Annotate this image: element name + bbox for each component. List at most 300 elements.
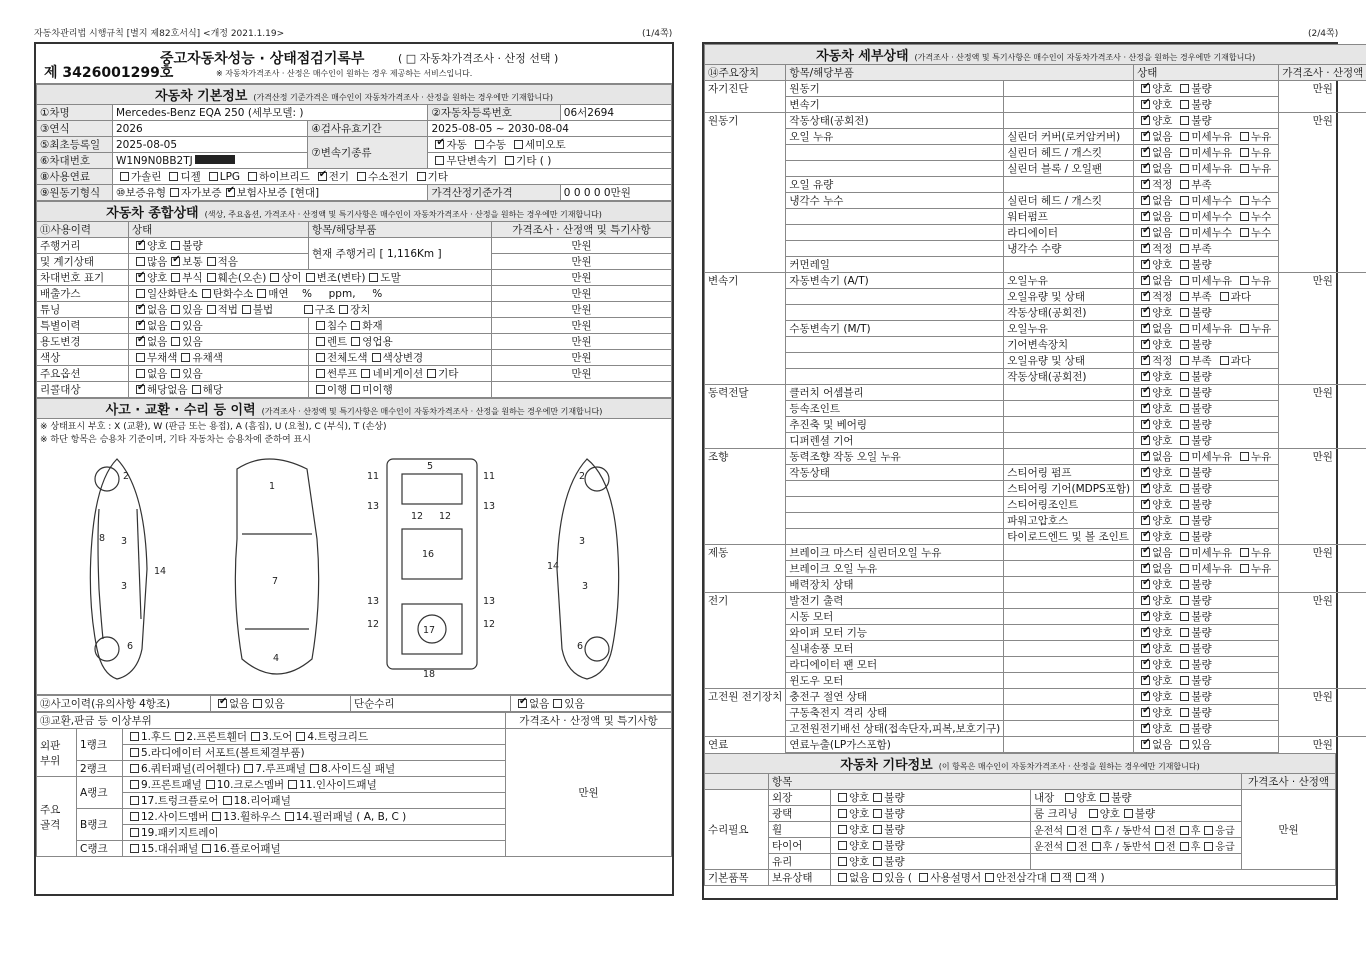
cb[interactable]: [206, 780, 215, 789]
status-checkbox[interactable]: [1220, 292, 1229, 301]
status-checkbox[interactable]: [1240, 148, 1249, 157]
status-checkbox[interactable]: [1141, 708, 1150, 717]
cb[interactable]: [136, 273, 145, 282]
opt: 전: [1077, 842, 1088, 853]
status-opt: 불량: [1191, 307, 1212, 319]
cb[interactable]: [919, 873, 928, 882]
status-checkbox[interactable]: [1141, 580, 1150, 589]
status-checkbox[interactable]: [1141, 100, 1150, 109]
status-opt: 불량: [1191, 595, 1212, 607]
status-checkbox[interactable]: [1141, 500, 1150, 509]
detail-device: [705, 657, 786, 673]
cb[interactable]: [136, 241, 145, 250]
cb[interactable]: [873, 825, 882, 834]
cb[interactable]: [136, 305, 145, 314]
status-checkbox[interactable]: [1141, 404, 1150, 413]
cb[interactable]: [316, 353, 325, 362]
fuel-checkbox[interactable]: [318, 172, 327, 181]
detail-subitem: 작동상태(공회전): [1004, 369, 1134, 385]
status-checkbox[interactable]: [1180, 468, 1189, 477]
warranty-self-checkbox[interactable]: [170, 188, 179, 197]
cb[interactable]: [316, 337, 325, 346]
status-checkbox[interactable]: [1180, 164, 1189, 173]
doc-note: ※ 자동차가격조사 · 산정은 매수인이 원하는 경우 제공하는 서비스입니다.: [216, 69, 473, 78]
detail-subitem: 오일유량 및 상태: [1004, 353, 1134, 369]
cb[interactable]: [372, 353, 381, 362]
detail-status: [1134, 385, 1279, 401]
svg-text:18: 18: [423, 669, 436, 680]
cb[interactable]: [130, 796, 139, 805]
status-checkbox[interactable]: [1180, 260, 1189, 269]
detail-unit: [1279, 177, 1366, 193]
cb[interactable]: [181, 353, 190, 362]
status-checkbox[interactable]: [1141, 644, 1150, 653]
cb[interactable]: [553, 699, 562, 708]
status-checkbox[interactable]: [1141, 292, 1150, 301]
cb[interactable]: [202, 844, 211, 853]
status-opt: 불량: [1191, 531, 1212, 543]
other-h2: 가격조사 · 산정액: [1242, 774, 1336, 790]
fuel-checkbox[interactable]: [209, 172, 218, 181]
main-label: 주요 골격: [37, 777, 77, 857]
status-checkbox[interactable]: [1141, 308, 1150, 317]
cb[interactable]: [136, 321, 145, 330]
status-checkbox[interactable]: [1240, 276, 1249, 285]
cb[interactable]: [316, 385, 325, 394]
detail-item: 브레이크 오일 누유: [786, 561, 1004, 577]
cb[interactable]: [838, 825, 847, 834]
cb[interactable]: [351, 385, 360, 394]
detail-status: [1134, 529, 1279, 545]
cb[interactable]: [136, 289, 145, 298]
status-checkbox[interactable]: [1180, 388, 1189, 397]
cb[interactable]: [1180, 826, 1189, 835]
detail-unit: 만원: [1279, 593, 1366, 609]
status-checkbox[interactable]: [1141, 212, 1150, 221]
cb[interactable]: [1065, 793, 1074, 802]
status-checkbox[interactable]: [1180, 324, 1189, 333]
detail-device: [705, 641, 786, 657]
status-checkbox[interactable]: [1240, 548, 1249, 557]
status-checkbox[interactable]: [1180, 644, 1189, 653]
status-checkbox[interactable]: [1180, 340, 1189, 349]
detail-device: [705, 177, 786, 193]
rank-b: B랭크: [77, 809, 123, 841]
cb[interactable]: [288, 780, 297, 789]
cb[interactable]: [361, 369, 370, 378]
status-opt: 불량: [1191, 643, 1212, 655]
other-item: 내장: [1034, 792, 1055, 804]
status-checkbox[interactable]: [1141, 356, 1150, 365]
svg-text:2: 2: [579, 471, 586, 482]
cb[interactable]: [1204, 842, 1213, 851]
cb[interactable]: [1155, 842, 1164, 851]
cb[interactable]: [838, 841, 847, 850]
cb[interactable]: [244, 764, 253, 773]
status-opt: 없음: [1152, 195, 1173, 207]
status-checkbox[interactable]: [1141, 372, 1150, 381]
cb[interactable]: [838, 857, 847, 866]
status-checkbox[interactable]: [1240, 212, 1249, 221]
status-opt: 양호: [1152, 643, 1173, 655]
fuel-checkbox[interactable]: [357, 172, 366, 181]
status-checkbox[interactable]: [1180, 740, 1189, 749]
status-checkbox[interactable]: [1180, 516, 1189, 525]
status-checkbox[interactable]: [1141, 340, 1150, 349]
detail-item: 시동 모터: [786, 609, 1004, 625]
status-checkbox[interactable]: [1141, 484, 1150, 493]
status-checkbox[interactable]: [1220, 356, 1229, 365]
status-checkbox[interactable]: [1180, 404, 1189, 413]
status-checkbox[interactable]: [1141, 596, 1150, 605]
detail-status: [1134, 241, 1279, 257]
summary-title: 자동차 종합상태: [106, 206, 199, 221]
cb[interactable]: [1124, 809, 1133, 818]
status-checkbox[interactable]: [1240, 228, 1249, 237]
cb[interactable]: [873, 841, 882, 850]
svg-text:6: 6: [127, 641, 134, 652]
opt: 불량: [884, 824, 905, 836]
status-checkbox[interactable]: [1141, 196, 1150, 205]
detail-item: 윈도우 모터: [786, 673, 1004, 689]
detail-subitem: [1004, 257, 1134, 273]
status-checkbox[interactable]: [1141, 548, 1150, 557]
opt: 응급: [1215, 842, 1235, 853]
fuel-checkbox[interactable]: [417, 172, 426, 181]
status-opt: 불량: [1191, 419, 1212, 431]
status-checkbox[interactable]: [1141, 244, 1150, 253]
status-opt: 적정: [1152, 243, 1173, 255]
detail-item: [786, 481, 1004, 497]
opt: 있음: [182, 304, 203, 316]
status-checkbox[interactable]: [1180, 708, 1189, 717]
status-checkbox[interactable]: [1141, 740, 1150, 749]
cb[interactable]: [316, 369, 325, 378]
trans-other-checkbox[interactable]: [505, 156, 514, 165]
status-opt: 부족: [1191, 291, 1212, 303]
detail-device: [705, 673, 786, 689]
status-checkbox[interactable]: [1141, 692, 1150, 701]
fuel-checkbox[interactable]: [248, 172, 257, 181]
status-checkbox[interactable]: [1180, 132, 1189, 141]
cb[interactable]: [257, 289, 266, 298]
cb[interactable]: [1076, 873, 1085, 882]
detail-row: [705, 241, 1366, 257]
cb[interactable]: [130, 844, 139, 853]
summary-label: 색상: [37, 350, 129, 366]
status-checkbox[interactable]: [1141, 148, 1150, 157]
status-checkbox[interactable]: [1240, 564, 1249, 573]
opt: 운전석: [1034, 842, 1063, 853]
status-checkbox[interactable]: [1141, 228, 1150, 237]
trans-semi-checkbox[interactable]: [514, 140, 523, 149]
status-checkbox[interactable]: [1240, 132, 1249, 141]
status-checkbox[interactable]: [1180, 292, 1189, 301]
detail-device: 동력전달: [705, 385, 786, 401]
status-checkbox[interactable]: [1141, 132, 1150, 141]
status-checkbox[interactable]: [1141, 676, 1150, 685]
trans-cvt-checkbox[interactable]: [435, 156, 444, 165]
cb[interactable]: [873, 793, 882, 802]
cb[interactable]: [1089, 809, 1098, 818]
status-checkbox[interactable]: [1180, 564, 1189, 573]
status-checkbox[interactable]: [1180, 116, 1189, 125]
status-opt: 양호: [1152, 435, 1173, 447]
cb[interactable]: [251, 732, 260, 741]
parts-label: ⑬교환,판금 등 이상부위: [37, 713, 506, 729]
cb[interactable]: [136, 257, 145, 266]
part: 9.프론트패널: [141, 779, 202, 791]
cb[interactable]: [270, 273, 279, 282]
cb[interactable]: [1155, 826, 1164, 835]
status-checkbox[interactable]: [1141, 260, 1150, 269]
status-opt: 양호: [1152, 579, 1173, 591]
status-checkbox[interactable]: [1180, 420, 1189, 429]
cb[interactable]: [223, 796, 232, 805]
cb[interactable]: [1067, 826, 1076, 835]
status-checkbox[interactable]: [1141, 532, 1150, 541]
cb[interactable]: [316, 321, 325, 330]
opt: 동반석: [1122, 826, 1152, 837]
cb[interactable]: [985, 873, 994, 882]
status-checkbox[interactable]: [1240, 196, 1249, 205]
status-opt: 양호: [1152, 115, 1173, 127]
cb[interactable]: [130, 780, 139, 789]
cb[interactable]: [873, 857, 882, 866]
status-checkbox[interactable]: [1141, 564, 1150, 573]
opt: 잭: [1086, 872, 1098, 884]
status-checkbox[interactable]: [1141, 612, 1150, 621]
other-item: 유리: [769, 854, 831, 870]
opt: ppm,: [328, 288, 356, 300]
cb[interactable]: [218, 699, 227, 708]
cb[interactable]: [1204, 826, 1213, 835]
opt: 사용설명서: [930, 872, 982, 884]
detail-device: [705, 225, 786, 241]
cb[interactable]: [838, 873, 847, 882]
summary-h4: 가격조사 · 산정액 및 특기사항: [492, 222, 672, 238]
detail-item: 변속기: [786, 97, 1004, 113]
warranty-label: ⑩보증유형: [116, 187, 166, 199]
status-checkbox[interactable]: [1180, 308, 1189, 317]
detail-status: [1134, 417, 1279, 433]
detail-note: (가격조사 · 산정액 및 특기사항은 매수인이 자동차가격조사 · 산정을 원하는 경우에만 기재합니다): [914, 53, 1256, 62]
detail-item: 오일 유량: [786, 177, 1004, 193]
cb[interactable]: [207, 257, 216, 266]
svg-text:3: 3: [121, 581, 128, 592]
cb[interactable]: [369, 273, 378, 282]
opt: 탄화수소: [212, 288, 254, 300]
status-checkbox[interactable]: [1180, 148, 1189, 157]
status-checkbox[interactable]: [1180, 84, 1189, 93]
basic-title: 자동차 기본정보: [154, 89, 248, 104]
cb[interactable]: [136, 337, 145, 346]
status-checkbox[interactable]: [1180, 660, 1189, 669]
cb[interactable]: [1092, 842, 1101, 851]
cb[interactable]: [171, 337, 180, 346]
status-checkbox[interactable]: [1141, 660, 1150, 669]
detail-unit: 만원: [1279, 385, 1366, 401]
status-checkbox[interactable]: [1180, 244, 1189, 253]
status-checkbox[interactable]: [1180, 628, 1189, 637]
status-checkbox[interactable]: [1141, 452, 1150, 461]
cb[interactable]: [212, 812, 221, 821]
cb[interactable]: [1092, 826, 1101, 835]
cb[interactable]: [285, 812, 294, 821]
cb[interactable]: [1067, 842, 1076, 851]
cb[interactable]: [351, 321, 360, 330]
cb[interactable]: [136, 353, 145, 362]
status-checkbox[interactable]: [1240, 164, 1249, 173]
detail-device: [705, 305, 786, 321]
status-checkbox[interactable]: [1141, 116, 1150, 125]
svg-text:13: 13: [483, 501, 496, 512]
detail-item: [786, 241, 1004, 257]
status-checkbox[interactable]: [1180, 180, 1189, 189]
cb[interactable]: [873, 873, 882, 882]
detail-device: [705, 497, 786, 513]
status-checkbox[interactable]: [1180, 436, 1189, 445]
status-checkbox[interactable]: [1240, 324, 1249, 333]
trans-auto-checkbox[interactable]: [435, 140, 444, 149]
status-checkbox[interactable]: [1180, 452, 1189, 461]
cb[interactable]: [1180, 842, 1189, 851]
cb[interactable]: [171, 257, 180, 266]
status-checkbox[interactable]: [1141, 388, 1150, 397]
cb[interactable]: [427, 369, 436, 378]
status-checkbox[interactable]: [1180, 580, 1189, 589]
detail-status: [1134, 97, 1279, 113]
cb[interactable]: [306, 273, 315, 282]
status-checkbox[interactable]: [1141, 180, 1150, 189]
detail-row: [705, 513, 1366, 529]
detail-h3: 상태: [1134, 65, 1279, 81]
detail-item: [786, 369, 1004, 385]
status-checkbox[interactable]: [1180, 612, 1189, 621]
status-checkbox[interactable]: [1180, 212, 1189, 221]
cb[interactable]: [171, 273, 180, 282]
cb[interactable]: [351, 337, 360, 346]
cb[interactable]: [130, 748, 139, 757]
detail-unit: [1279, 145, 1366, 161]
detail-row: [705, 81, 1366, 97]
cb[interactable]: [339, 305, 348, 314]
cb[interactable]: [838, 793, 847, 802]
status-opt: 불량: [1191, 371, 1212, 383]
cb[interactable]: [873, 809, 882, 818]
opt: 이행: [327, 384, 348, 396]
trans-manual-checkbox[interactable]: [475, 140, 484, 149]
status-opt: 누수: [1250, 195, 1272, 207]
cb[interactable]: [207, 273, 216, 282]
cb[interactable]: [130, 828, 139, 837]
status-checkbox[interactable]: [1180, 724, 1189, 733]
status-checkbox[interactable]: [1141, 324, 1150, 333]
status-opt: 불량: [1191, 611, 1212, 623]
detail-item: 발전기 출력: [786, 593, 1004, 609]
cb[interactable]: [130, 732, 139, 741]
status-checkbox[interactable]: [1141, 84, 1150, 93]
cb[interactable]: [242, 305, 251, 314]
status-checkbox[interactable]: [1180, 484, 1189, 493]
cb[interactable]: [192, 385, 201, 394]
status-checkbox[interactable]: [1180, 500, 1189, 509]
status-opt: 미세누유: [1191, 275, 1232, 287]
status-checkbox[interactable]: [1141, 724, 1150, 733]
cb[interactable]: [130, 764, 139, 773]
status-checkbox[interactable]: [1180, 356, 1189, 365]
status-checkbox[interactable]: [1180, 548, 1189, 557]
status-checkbox[interactable]: [1141, 628, 1150, 637]
opt: 기타: [438, 368, 459, 380]
cb[interactable]: [171, 305, 180, 314]
status-checkbox[interactable]: [1141, 468, 1150, 477]
cb[interactable]: [171, 241, 180, 250]
detail-device: [705, 353, 786, 369]
opt: 영업용: [362, 336, 393, 348]
status-opt: 불량: [1191, 467, 1212, 479]
cb[interactable]: [310, 764, 319, 773]
detail-subitem: 기어변속장치: [1004, 337, 1134, 353]
car-name: Mercedes-Benz EQA 250 (세부모델: ): [113, 105, 428, 121]
detail-status: [1134, 737, 1279, 753]
detail-row: [705, 225, 1366, 241]
status-checkbox[interactable]: [1180, 596, 1189, 605]
cb[interactable]: [1051, 873, 1060, 882]
cb[interactable]: [130, 812, 139, 821]
fuel-checkbox[interactable]: [169, 172, 178, 181]
cb[interactable]: [304, 305, 313, 314]
status-opt: 미세누수: [1191, 211, 1232, 223]
status-checkbox[interactable]: [1141, 516, 1150, 525]
status-checkbox[interactable]: [1240, 452, 1249, 461]
detail-subitem: [1004, 641, 1134, 657]
cb[interactable]: [175, 732, 184, 741]
status-checkbox[interactable]: [1141, 164, 1150, 173]
cb[interactable]: [1100, 793, 1109, 802]
status-checkbox[interactable]: [1141, 276, 1150, 285]
opt: 불법: [252, 304, 274, 316]
cb[interactable]: [171, 321, 180, 330]
status-checkbox[interactable]: [1180, 100, 1189, 109]
status-checkbox[interactable]: [1180, 532, 1189, 541]
unit: 만원: [492, 270, 672, 286]
status-checkbox[interactable]: [1180, 196, 1189, 205]
svg-text:5: 5: [427, 461, 434, 472]
cb[interactable]: [838, 809, 847, 818]
status-checkbox[interactable]: [1180, 676, 1189, 685]
cb[interactable]: [296, 732, 305, 741]
cb[interactable]: [202, 289, 211, 298]
cb[interactable]: [253, 699, 262, 708]
status-checkbox[interactable]: [1180, 228, 1189, 237]
cb[interactable]: [136, 369, 145, 378]
detail-row: [705, 529, 1366, 545]
warranty-ins-checkbox[interactable]: [226, 188, 235, 197]
svg-text:16: 16: [422, 549, 435, 560]
status-checkbox[interactable]: [1141, 436, 1150, 445]
fuel-checkbox[interactable]: [120, 172, 129, 181]
status-checkbox[interactable]: [1180, 692, 1189, 701]
cb[interactable]: [207, 305, 216, 314]
cb[interactable]: [171, 369, 180, 378]
cb[interactable]: [136, 385, 145, 394]
status-checkbox[interactable]: [1180, 372, 1189, 381]
status-checkbox[interactable]: [1180, 276, 1189, 285]
warranty-company: [현대]: [290, 187, 320, 199]
cb[interactable]: [518, 699, 527, 708]
status-checkbox[interactable]: [1141, 420, 1150, 429]
